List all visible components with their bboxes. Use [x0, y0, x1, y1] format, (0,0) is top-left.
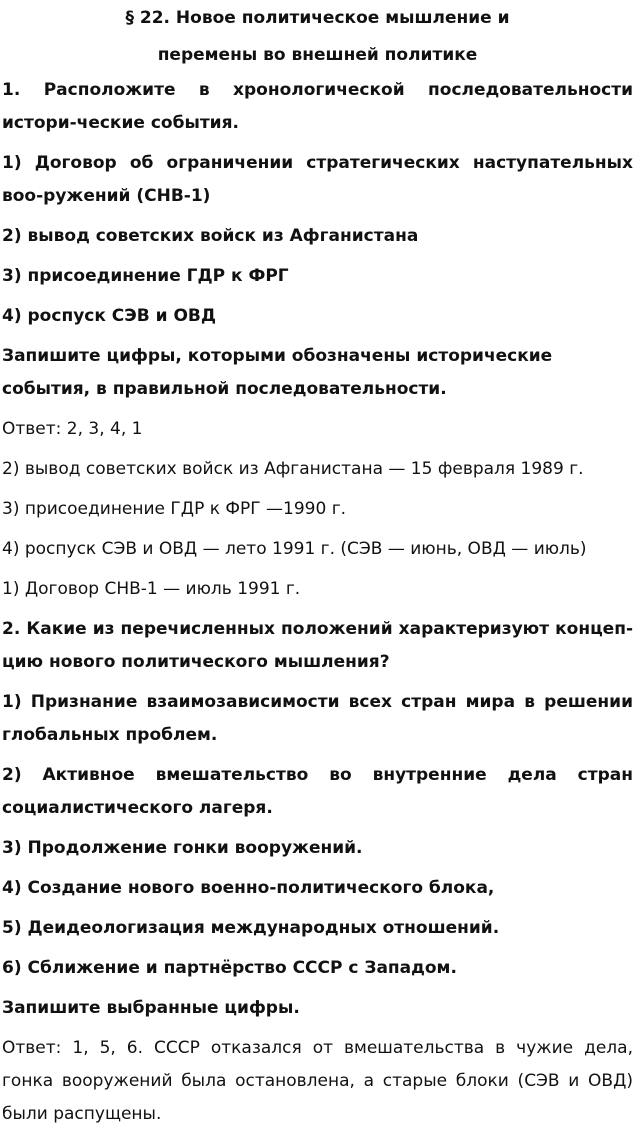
task-2-item-3: 3) Продолжение гонки вооружений. — [2, 838, 363, 858]
task-1-explanation-4: 1) Договор СНВ-1 — июль 1991 г. — [2, 579, 301, 599]
task-2-item-2: 2) Активное вмешательство во внутренние дела стран социалистического лагеря. — [2, 765, 633, 818]
task-1-explanation-1: 2) вывод советских войск из Афганистана — 15 февраля 1989 г. — [2, 459, 584, 479]
section-heading-line-2: перемены во внешней политике — [157, 45, 478, 65]
task-2-item-6: 6) Сближение и партнёрство СССР с Западом. — [2, 958, 457, 978]
task-2-item-5: 5) Деидеологизация международных отношений. — [2, 918, 500, 938]
task-1-item-2: 2) вывод советских войск из Афганистана — [2, 226, 419, 246]
task-2-question: 2. Какие из перечисленных положений характеризуют концеп-цию нового политического мышления? — [2, 619, 633, 672]
task-1-answer: Ответ: 2, 3, 4, 1 — [2, 419, 143, 439]
task-2-item-1: 1) Признание взаимозависимости всех стран мира в решении глобальных проблем. — [2, 692, 633, 745]
task-1-item-4: 4) роспуск СЭВ и ОВД — [2, 306, 217, 326]
task-1 — [2, 74, 633, 606]
section-heading — [2, 0, 633, 74]
task-2-instruction: Запишите выбранные цифры. — [2, 998, 300, 1018]
task-1-instruction: Запишите цифры, которыми обозначены исторические события, в правильной последовательности. — [2, 346, 553, 399]
task-1-question: 1. Расположите в хронологической последовательности истори-ческие события. — [2, 80, 633, 133]
section-heading-line-1: § 22. Новое политическое мышление и — [125, 8, 510, 28]
task-2-item-4: 4) Создание нового военно-политического блока, — [2, 878, 495, 898]
task-1-explanation-3: 4) роспуск СЭВ и ОВД — лето 1991 г. (СЭВ — июнь, ОВД — июль) — [2, 539, 587, 559]
task-1-explanation-2: 3) присоединение ГДР к ФРГ —1990 г. — [2, 499, 347, 519]
task-1-item-3: 3) присоединение ГДР к ФРГ — [2, 266, 289, 286]
task-1-item-1: 1) Договор об ограничении стратегических наступательных воо-ружений (СНВ-1) — [2, 153, 633, 206]
task-2-answer: Ответ: 1, 5, 6. СССР отказался от вмешательства в чужие дела, гонка вооружений была остановлена, а старые блоки (СЭВ и ОВД) были распущены. — [2, 1038, 633, 1124]
task-2 — [2, 613, 633, 1131]
